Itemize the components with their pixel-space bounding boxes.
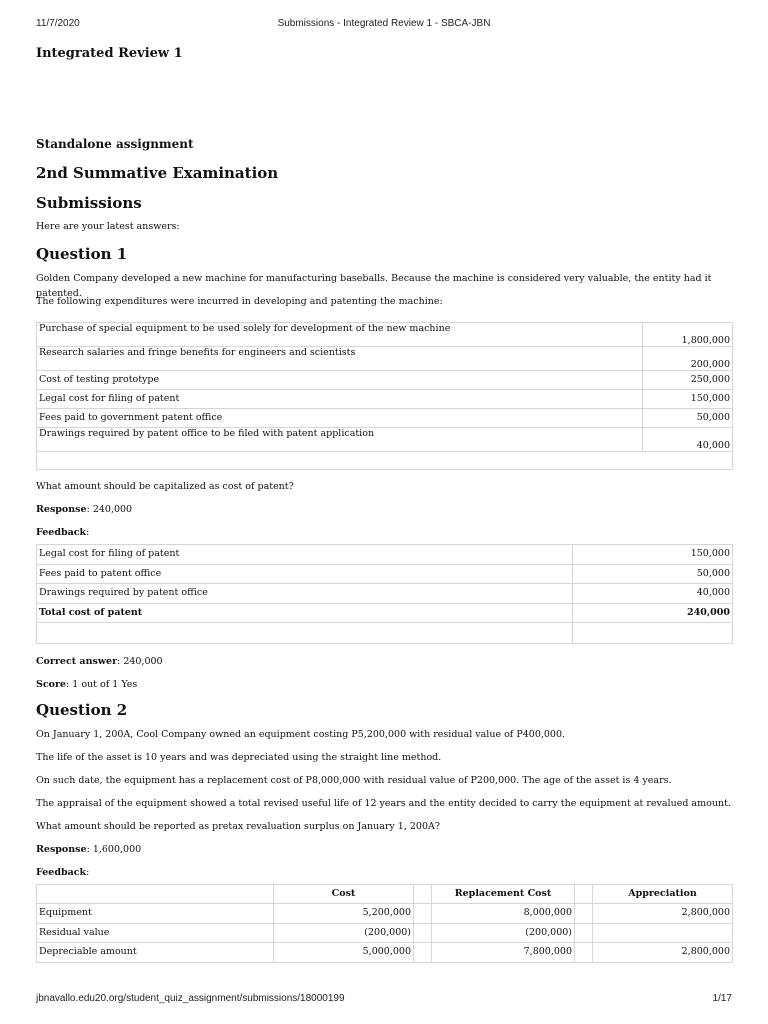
column-header [37,885,274,904]
table-cell: Legal cost for filing of patent [37,390,643,409]
question-2-text: The appraisal of the equipment showed a total revised useful life of 12 years and the entity decided to carry the equipment at revalued amount. [36,798,731,809]
question-1-response: Response: 240,000 [36,504,133,515]
print-page-number: 1/17 [712,993,732,1004]
table-cell: Research salaries and fringe benefits for engineers and scientists [37,347,643,371]
table-row [37,923,733,943]
table-cell: Legal cost for filing of patent [37,545,573,565]
question-2-text: The life of the asset is 10 years and was depreciated using the straight line method. [36,752,442,763]
exam-title: 2nd Summative Examination [36,164,279,182]
table-cell: 2,800,000 [593,904,733,924]
table-cell: 150,000 [643,390,733,409]
table-cell [37,452,733,470]
question-1-score: Score: 1 out of 1 Yes [36,679,138,690]
table-cell: Total cost of patent [37,603,573,623]
question-2-text: On January 1, 200A, Cool Company owned an equipment costing P5,200,000 with residual value of P400,000. [36,729,566,740]
table-cell: 50,000 [573,564,733,584]
table-cell: 150,000 [573,545,733,565]
question-1-prompt: What amount should be capitalized as cost of patent? [36,481,294,492]
expenditures-table [36,322,733,470]
table-row [37,584,733,604]
table-cell [573,623,733,644]
correct-answer-value: 240,000 [123,656,163,667]
question-1-text: The following expenditures were incurred in developing and patenting the machine: [36,296,443,307]
table-row [37,452,733,470]
column-header [414,885,432,904]
table-cell: 240,000 [573,603,733,623]
table-row [37,904,733,924]
table-cell [414,904,432,924]
submissions-heading: Submissions [36,194,142,212]
table-cell [414,943,432,963]
table-row [37,943,733,963]
table-cell: Fees paid to patent office [37,564,573,584]
table-row [37,623,733,644]
table-row [37,564,733,584]
question-1-text: Golden Company developed a new machine for manufacturing baseballs. Because the machine is considered very valuable, the entity had it patented. [36,273,712,299]
question-1-feedback-label: Feedback: [36,527,90,538]
table-row [37,428,733,452]
table-row [37,323,733,347]
print-header [36,18,732,32]
table-cell: Cost of testing prototype [37,371,643,390]
print-url: jbnavallo.edu20.org/student_quiz_assignment/submissions/18000199 [36,993,345,1004]
table-row [37,390,733,409]
table-cell: 200,000 [643,347,733,371]
print-page-title: Submissions - Integrated Review 1 - SBCA-JBN [277,18,491,29]
table-cell [575,904,593,924]
response-value: 1,600,000 [92,844,142,855]
course-title: Integrated Review 1 [36,46,183,61]
column-header: Replacement Cost [432,885,575,904]
table-cell: Drawings required by patent office to be filed with patent application [37,428,643,452]
response-value: 240,000 [92,504,133,515]
score-value: 1 out of 1 Yes [72,679,138,690]
table-cell: (200,000) [274,923,414,943]
feedback-label: Feedback [36,867,87,878]
table-cell: (200,000) [432,923,575,943]
table-cell: 8,000,000 [432,904,575,924]
question-1-title: Question 1 [36,245,128,263]
table-cell: 250,000 [643,371,733,390]
feedback-label: Feedback [36,527,87,538]
intro-text: Here are your latest answers: [36,221,180,232]
table-header-row [37,885,733,904]
table-cell: Equipment [37,904,274,924]
table-cell: Purchase of special equipment to be used solely for development of the new machine [37,323,643,347]
correct-answer-label: Correct answer [36,656,118,667]
table-cell: 7,800,000 [432,943,575,963]
table-cell [414,923,432,943]
question-2-response: Response: 1,600,000 [36,844,142,855]
table-row [37,409,733,428]
print-footer [36,993,732,1007]
table-cell [575,923,593,943]
question-2-prompt: What amount should be reported as pretax revaluation surplus on January 1, 200A? [36,821,440,832]
table-cell [575,943,593,963]
column-header [575,885,593,904]
table-cell: 50,000 [643,409,733,428]
revaluation-table [36,884,733,963]
table-cell: 40,000 [573,584,733,604]
question-1-correct-answer: Correct answer: 240,000 [36,656,163,667]
score-label: Score [36,679,67,690]
table-cell: 40,000 [643,428,733,452]
question-2-feedback-label: Feedback: [36,867,90,878]
table-row [37,347,733,371]
column-header: Cost [274,885,414,904]
column-header: Appreciation [593,885,733,904]
table-cell: 1,800,000 [643,323,733,347]
table-cell [593,923,733,943]
table-cell: 2,800,000 [593,943,733,963]
print-date: 11/7/2020 [36,18,80,29]
table-cell: Fees paid to government patent office [37,409,643,428]
table-row [37,545,733,565]
response-label: Response [36,844,87,855]
question-2-text: On such date, the equipment has a replacement cost of P8,000,000 with residual value of P200,000. The age of the asset is 4 years. [36,775,672,786]
feedback-table [36,544,733,644]
table-cell: Residual value [37,923,274,943]
response-label: Response [36,504,87,515]
question-2-title: Question 2 [36,701,128,719]
table-cell: 5,000,000 [274,943,414,963]
table-cell [37,623,573,644]
table-cell: Depreciable amount [37,943,274,963]
table-row [37,603,733,623]
table-row [37,371,733,390]
main-content [36,44,733,963]
table-cell: 5,200,000 [274,904,414,924]
section-label: Standalone assignment [36,137,194,151]
table-cell: Drawings required by patent office [37,584,573,604]
